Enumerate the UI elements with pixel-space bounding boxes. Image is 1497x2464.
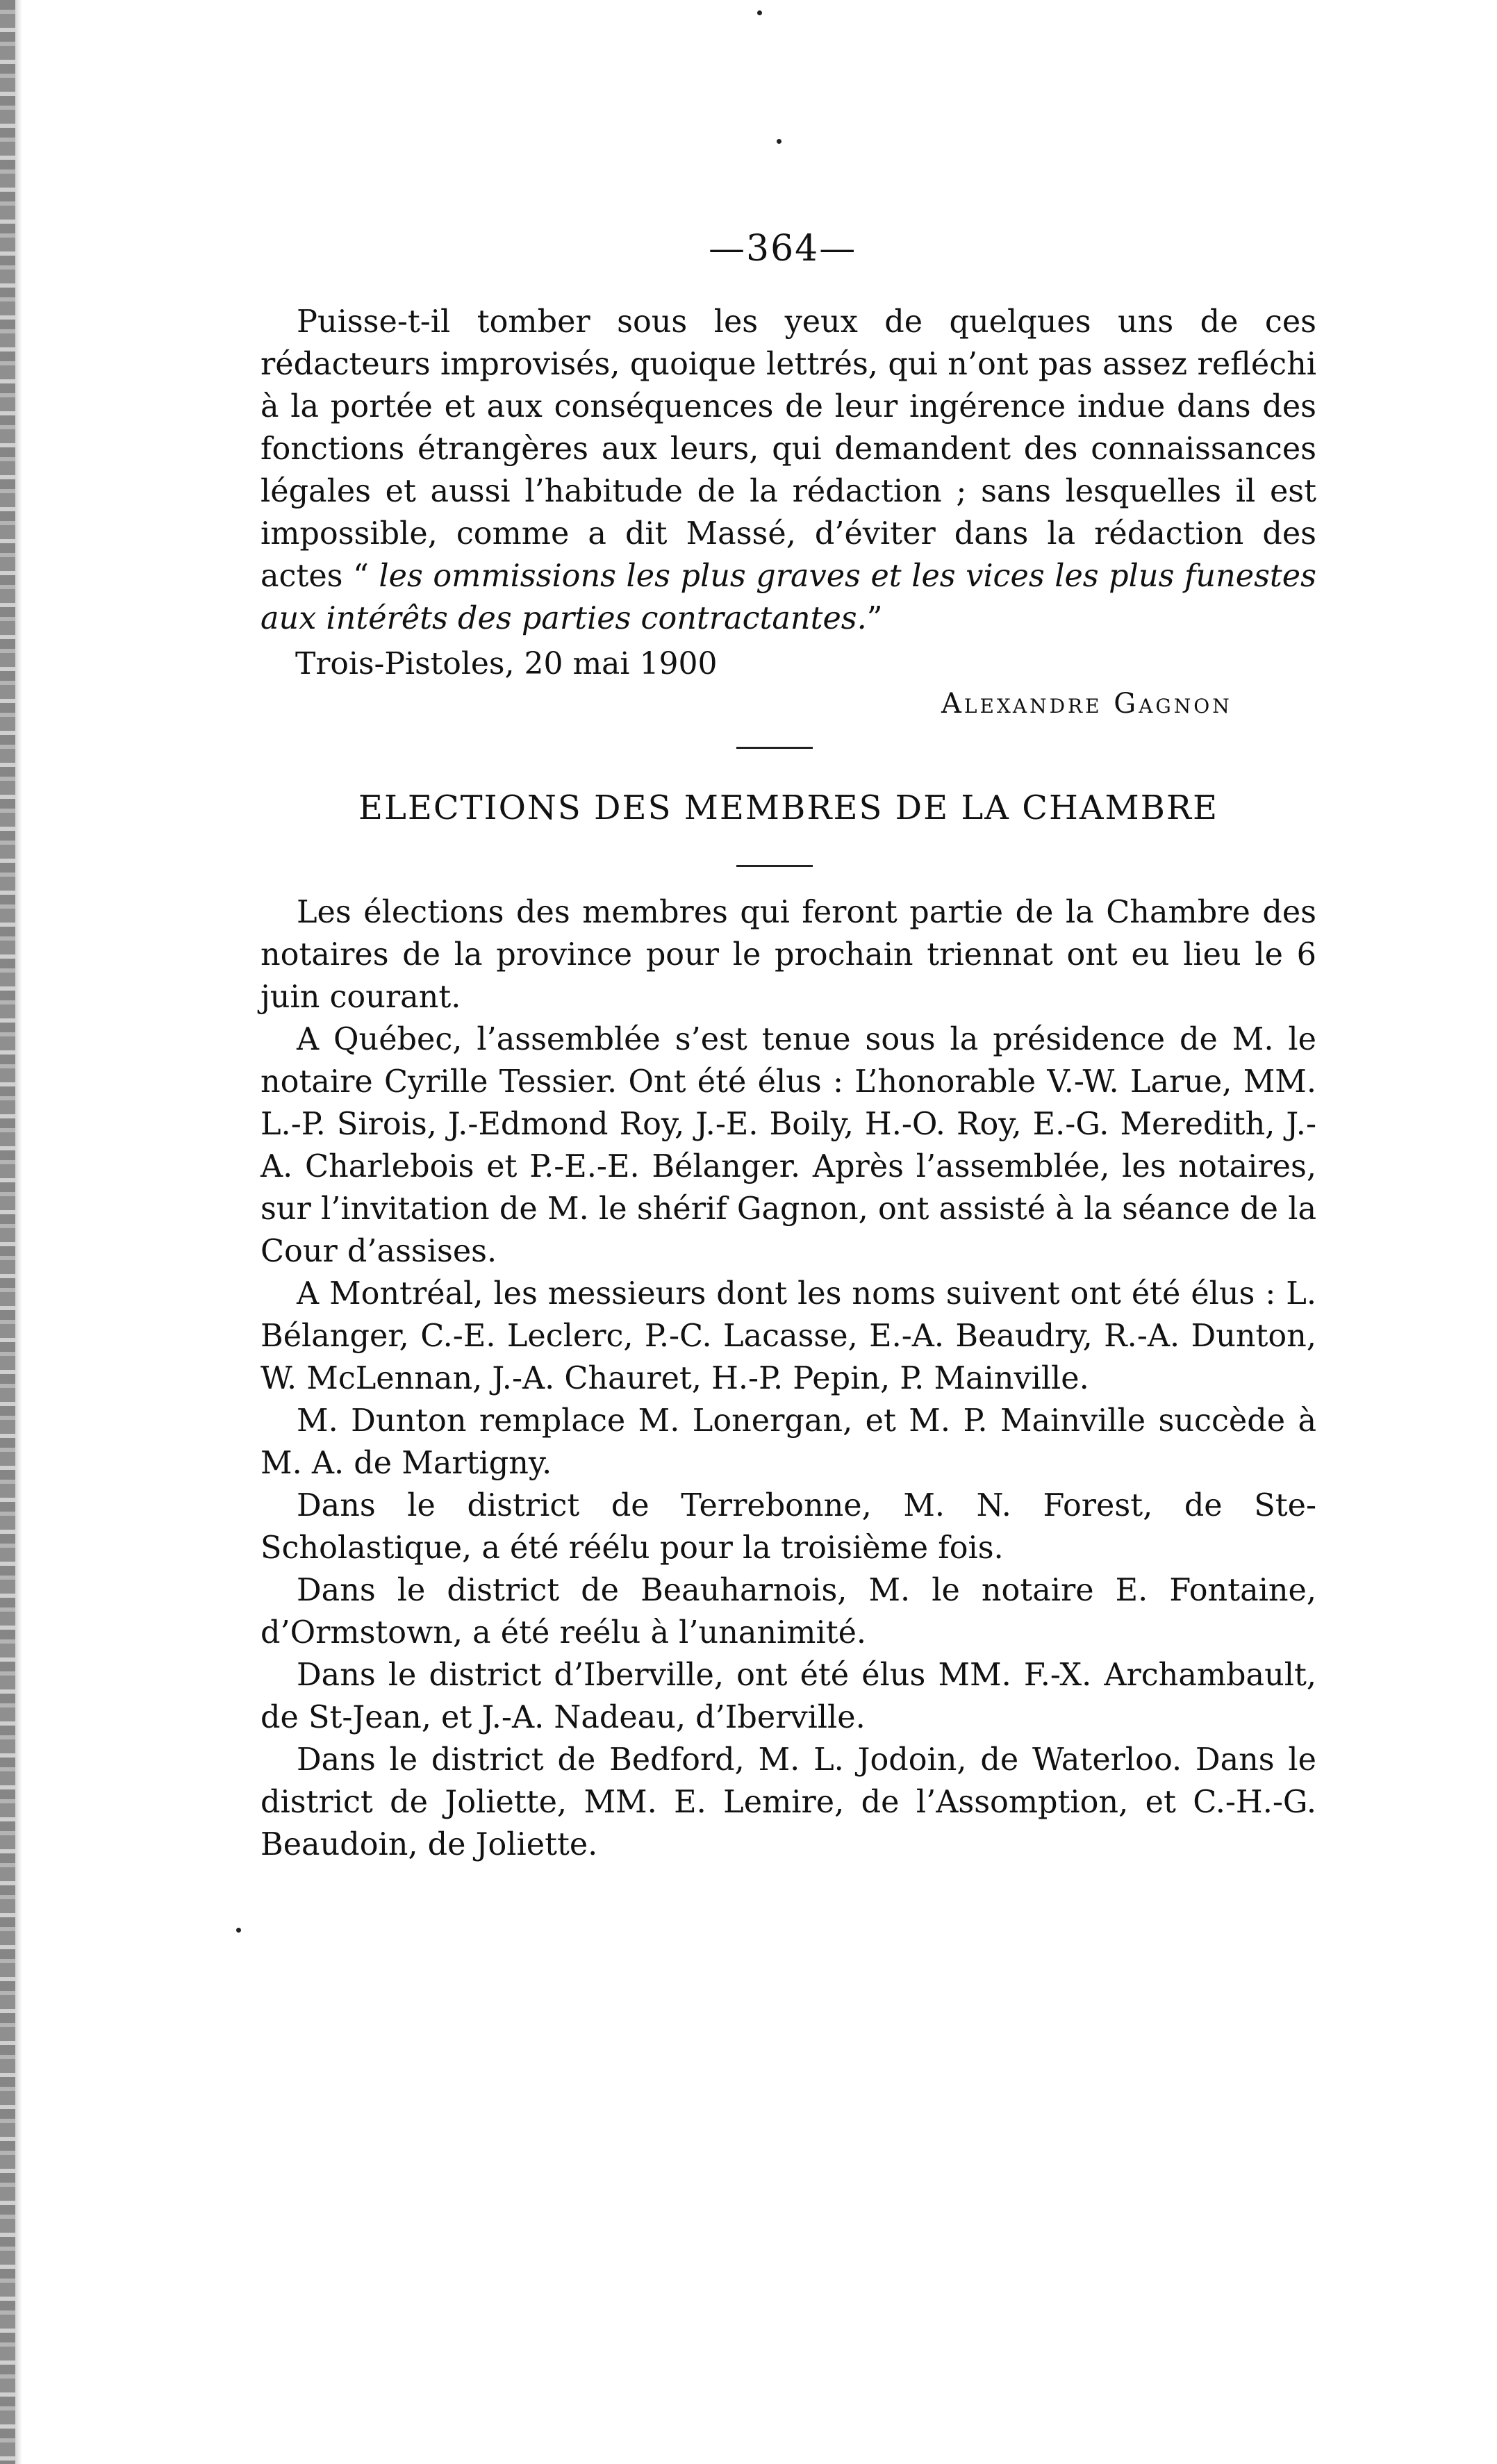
article-paragraph: Dans le district de Bedford, M. L. Jodoin, de Waterloo. Dans le district de Joliette, MM. E. Lemire, de l’Assomption, et C.-H.-G. Beaudoin, de Joliette. (260, 1742, 1316, 1862)
article-paragraph: M. Dunton remplace M. Lonergan, et M. P. Mainville succède à M. A. de Martigny. (260, 1403, 1316, 1481)
print-speck (757, 10, 762, 15)
divider-bottom (736, 865, 813, 867)
print-speck (236, 1928, 241, 1933)
book-gutter-shadow (15, 0, 22, 2464)
article-paragraph: Les élections des membres qui feront partie de la Chambre des notaires de la province pour le prochain triennat ont eu lieu le 6 juin courant. (260, 895, 1316, 1015)
article-paragraph: Dans le district d’Iberville, ont été élus MM. F.-X. Archambault, de St-Jean, et J.-A. Nadeau, d’Iberville. (260, 1657, 1316, 1735)
intro-paragraph (260, 301, 1316, 640)
intro-quote: les ommissions les plus graves et les vices les plus funestes aux intérêts des parties contractantes. (260, 559, 1316, 636)
section-heading: ELECTIONS DES MEMBRES DE LA CHAMBRE (358, 788, 1219, 827)
article-paragraph: Dans le district de Terrebonne, M. N. Forest, de Ste-Scholastique, a été réélu pour la troisième fois. (260, 1488, 1316, 1566)
intro-text: Puisse-t-il tomber sous les yeux de quelques uns de ces rédacteurs improvisés, quoique lettrés, qui n’ont pas assez refléchi à la portée et aux conséquences de leur ingérence indue dans des fonctions étrangères aux leurs, qui demandent des connaissances légales et aussi l’habitude de la rédaction ; sans lesquelles il est impossible, comme a dit Massé, d’éviter dans la rédaction des actes “ (260, 304, 1316, 594)
print-speck (777, 139, 781, 144)
page-number: —364— (709, 228, 857, 270)
article-paragraph: A Québec, l’assemblée s’est tenue sous la présidence de M. le notaire Cyrille Tessier. Ont été élus : L’honorable V.-W. Larue, MM. L.-P. Sirois, J.-Edmond Roy, J.-E. Boily, H.-O. Roy, E.-G. Meredith, J.-A. Charlebois et P.-E.-E. Bélanger. Après l’assemblée, les notaires, sur l’invitation de M. le shérif Gagnon, ont assisté à la séance de la Cour d’assises. (260, 1022, 1316, 1269)
author-signature: Alexandre Gagnon (941, 688, 1232, 720)
intro-quote-close: ” (866, 601, 883, 636)
book-spine-edge (0, 0, 15, 2464)
divider-top (736, 747, 813, 749)
article-paragraph: Dans le district de Beauharnois, M. le notaire E. Fontaine, d’Ormstown, a été reélu à l’unanimité. (260, 1573, 1316, 1651)
date-line: Trois-Pistoles, 20 mai 1900 (295, 646, 718, 681)
article-paragraph: A Montréal, les messieurs dont les noms suivent ont été élus : L. Bélanger, C.-E. Leclerc, P.-C. Lacasse, E.-A. Beaudry, R.-A. Dunton, W. McLennan, J.-A. Chauret, H.-P. Pepin, P. Mainville. (260, 1276, 1316, 1396)
article-body (260, 891, 1316, 1866)
